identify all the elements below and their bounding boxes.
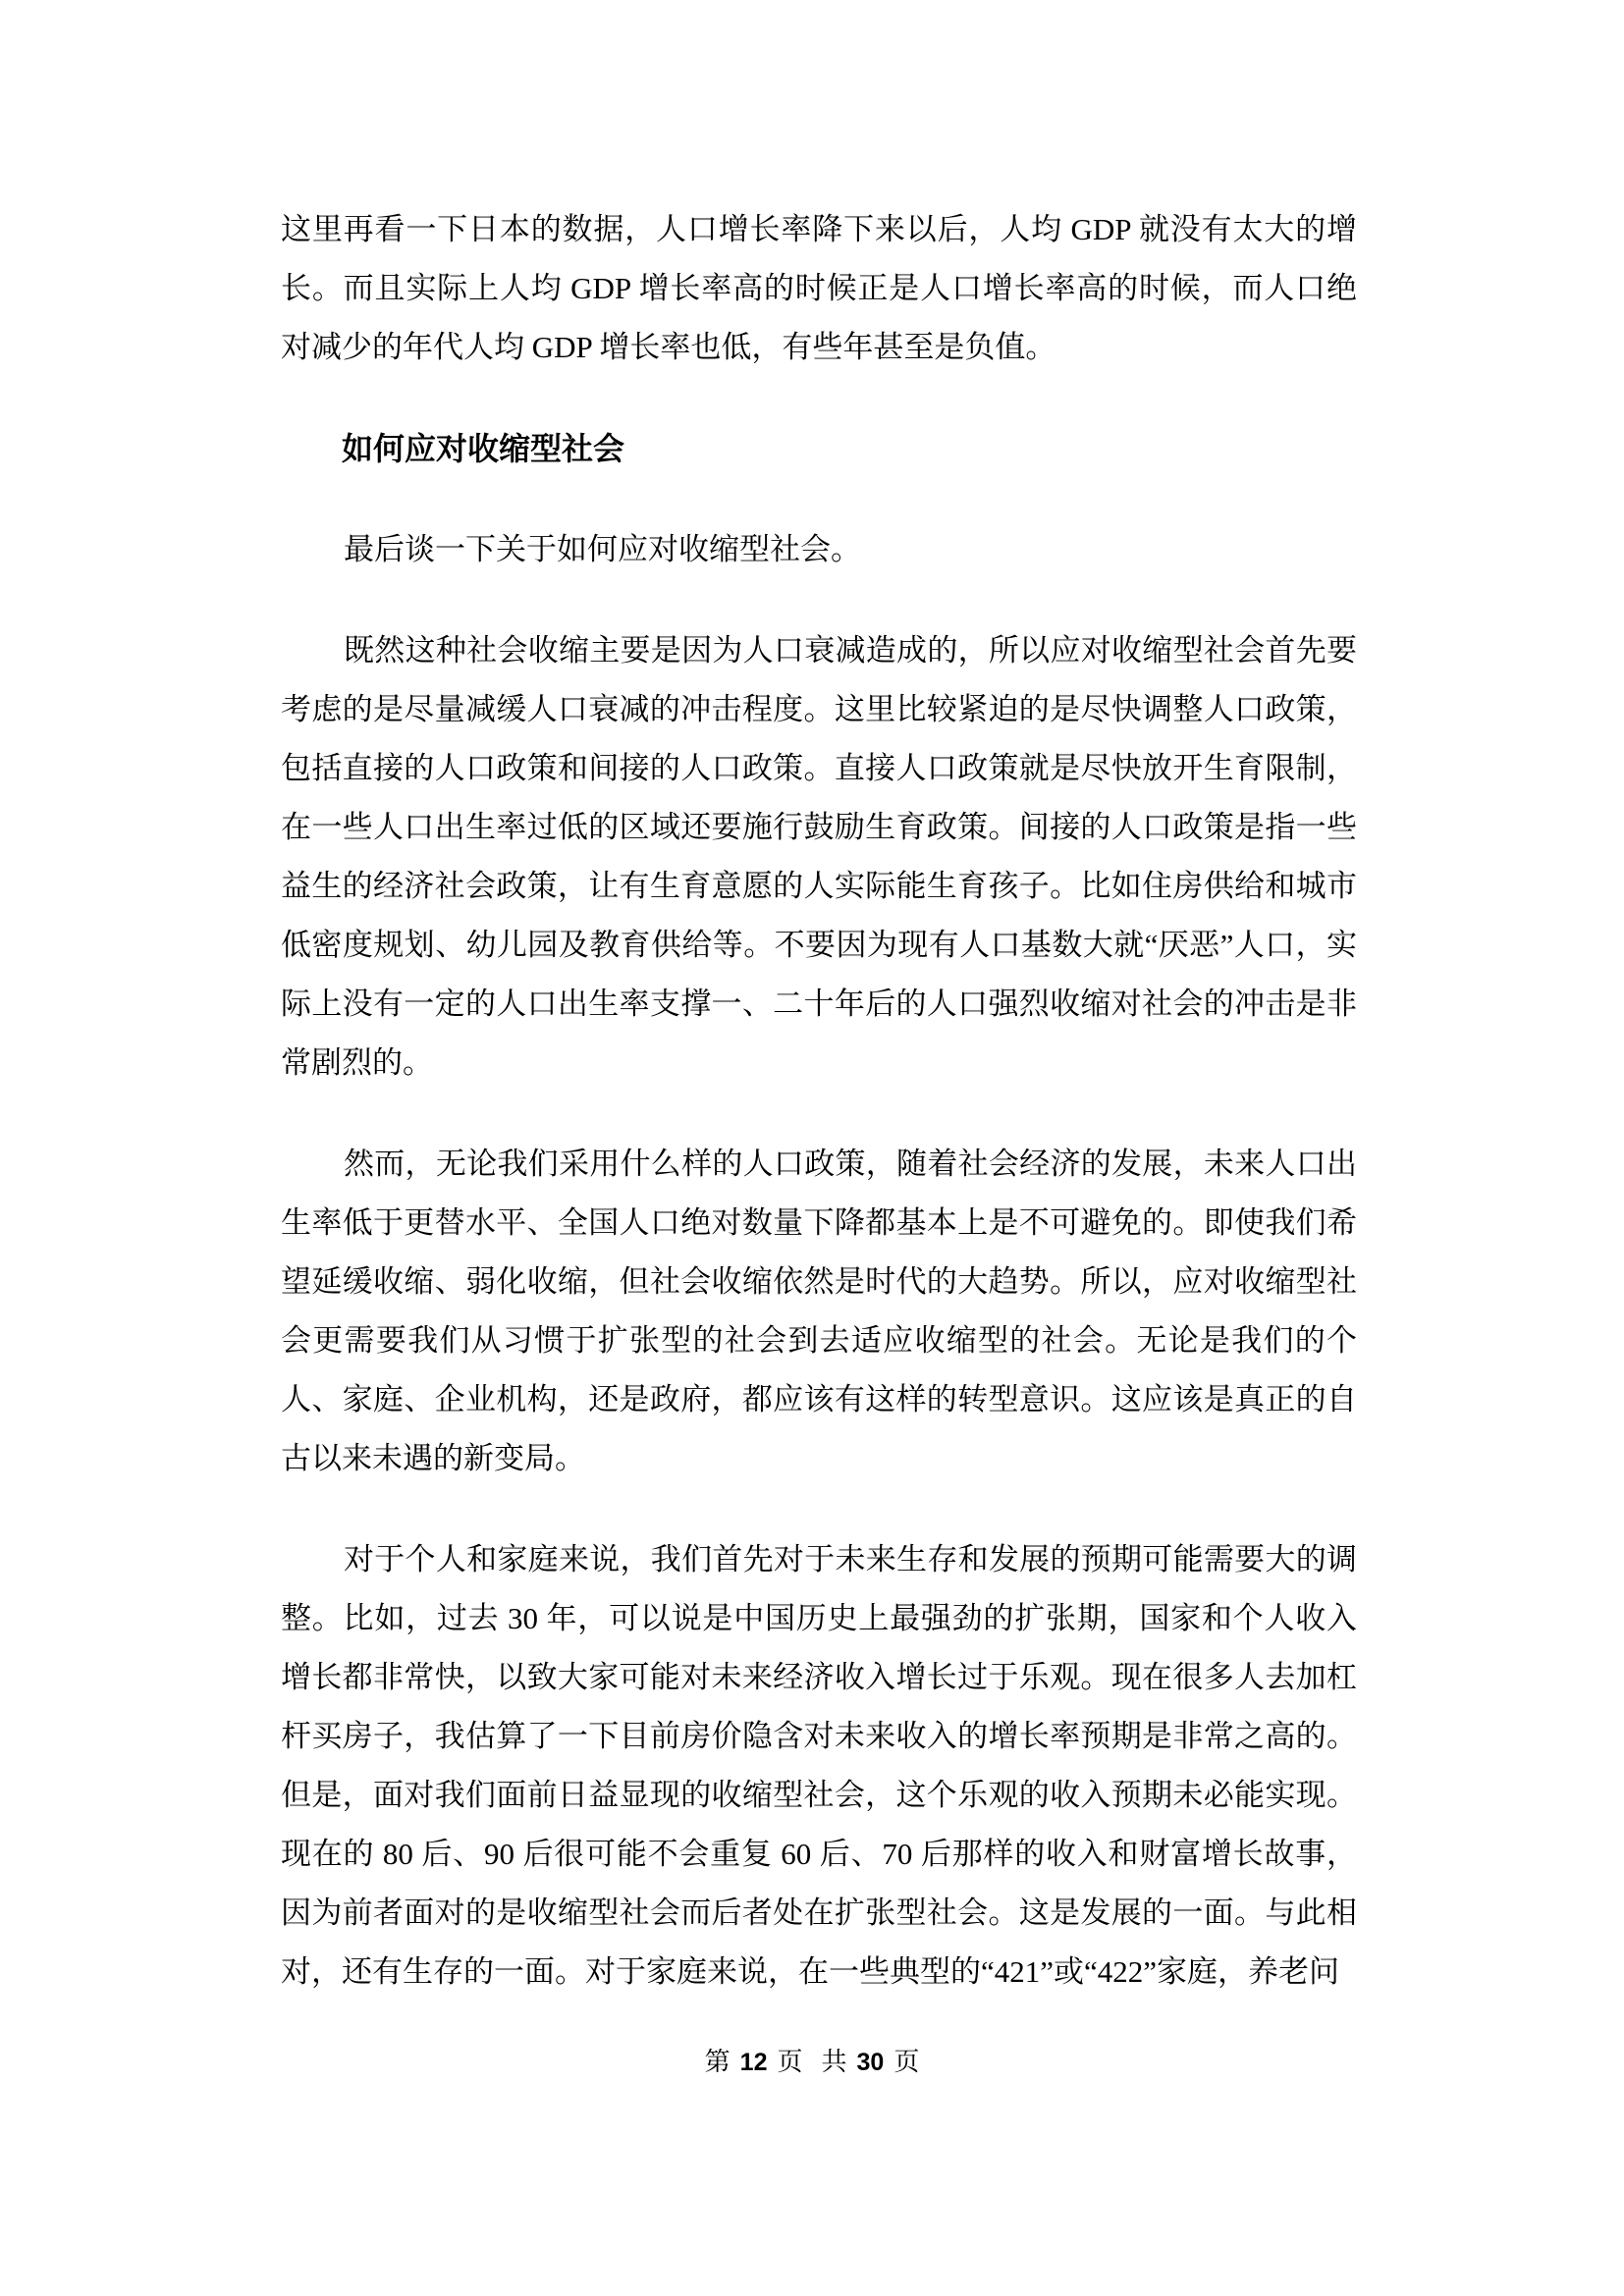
body-paragraph: 最后谈一下关于如何应对收缩型社会。 xyxy=(344,532,861,566)
footer-total-page-number: 30 xyxy=(856,2049,885,2076)
footer-current-page-number: 12 xyxy=(739,2049,768,2076)
body-paragraph: 既然这种社会收缩主要是因为人口衰减造成的，所以应对收缩型社会首先要考虑的是尽量减缓人口衰减的冲击程度。这里比较紧迫的是尽快调整人口政策，包括直接的人口政策和间接的人口政策。直接人口政策就是尽快放开生育限制，在一些人口出生率过低的区域还要施行鼓励生育政策。间接的人口政策是指一些益生的经济社会政策，让有生育意愿的人实际能生育孩子。比如住房供给和城市低密度规划、幼儿园及教育供给等。不要因为现有人口基数大就“厌恶”人口，实际上没有一定的人口出生率支撑一、二十年后的人口强烈收缩对社会的冲击是非常剧烈的。 xyxy=(281,633,1357,1080)
footer-label-gong: 共 xyxy=(821,2048,847,2076)
footer-label-di: 第 xyxy=(704,2048,731,2076)
body-paragraph: 对于个人和家庭来说，我们首先对于未来生存和发展的预期可能需要大的调整。比如，过去 30 年，可以说是中国历史上最强劲的扩张期，国家和个人收入增长都非常快，以致大家可能对未来经济收入增长过于乐观。现在很多人去加杠杆买房子，我估算了一下目前房价隐含对未来收入的增长率预期是非常之高的。但是，面对我们面前日益显现的收缩型社会，这个乐观的收入预期未必能实现。现在的 80 后、90 后很可能不会重复 60 后、70 后那样的收入和财富增长故事，因为前者面对的是收缩型社会而后者处在扩张型社会。这是发展的一面。与此相对，还有生存的一面。对于家庭来说，在一些典型的“421”或“422”家庭，养老问 xyxy=(281,1542,1357,1989)
document-body xyxy=(281,200,1357,2044)
footer-label-ye: 页 xyxy=(777,2048,803,2076)
footer-label-ye: 页 xyxy=(893,2048,920,2076)
body-paragraph: 然而，无论我们采用什么样的人口政策，随着社会经济的发展，未来人口出生率低于更替水平、全国人口绝对数量下降都基本上是不可避免的。即使我们希望延缓收缩、弱化收缩，但社会收缩依然是时代的大趋势。所以，应对收缩型社会更需要我们从习惯于扩张型的社会到去适应收缩型的社会。无论是我们的个人、家庭、企业机构，还是政府，都应该有这样的转型意识。这应该是真正的自古以来未遇的新变局。 xyxy=(281,1147,1357,1475)
section-heading: 如何应对收缩型社会 xyxy=(342,431,625,466)
page-footer xyxy=(0,2048,1624,2077)
body-paragraph-continued: 这里再看一下日本的数据，人口增长率降下来以后，人均 GDP 就没有太大的增长。而且实际上人均 GDP 增长率高的时候正是人口增长率高的时候，而人口绝对减少的年代人均 GDP 增长率也低，有些年甚至是负值。 xyxy=(281,212,1357,364)
